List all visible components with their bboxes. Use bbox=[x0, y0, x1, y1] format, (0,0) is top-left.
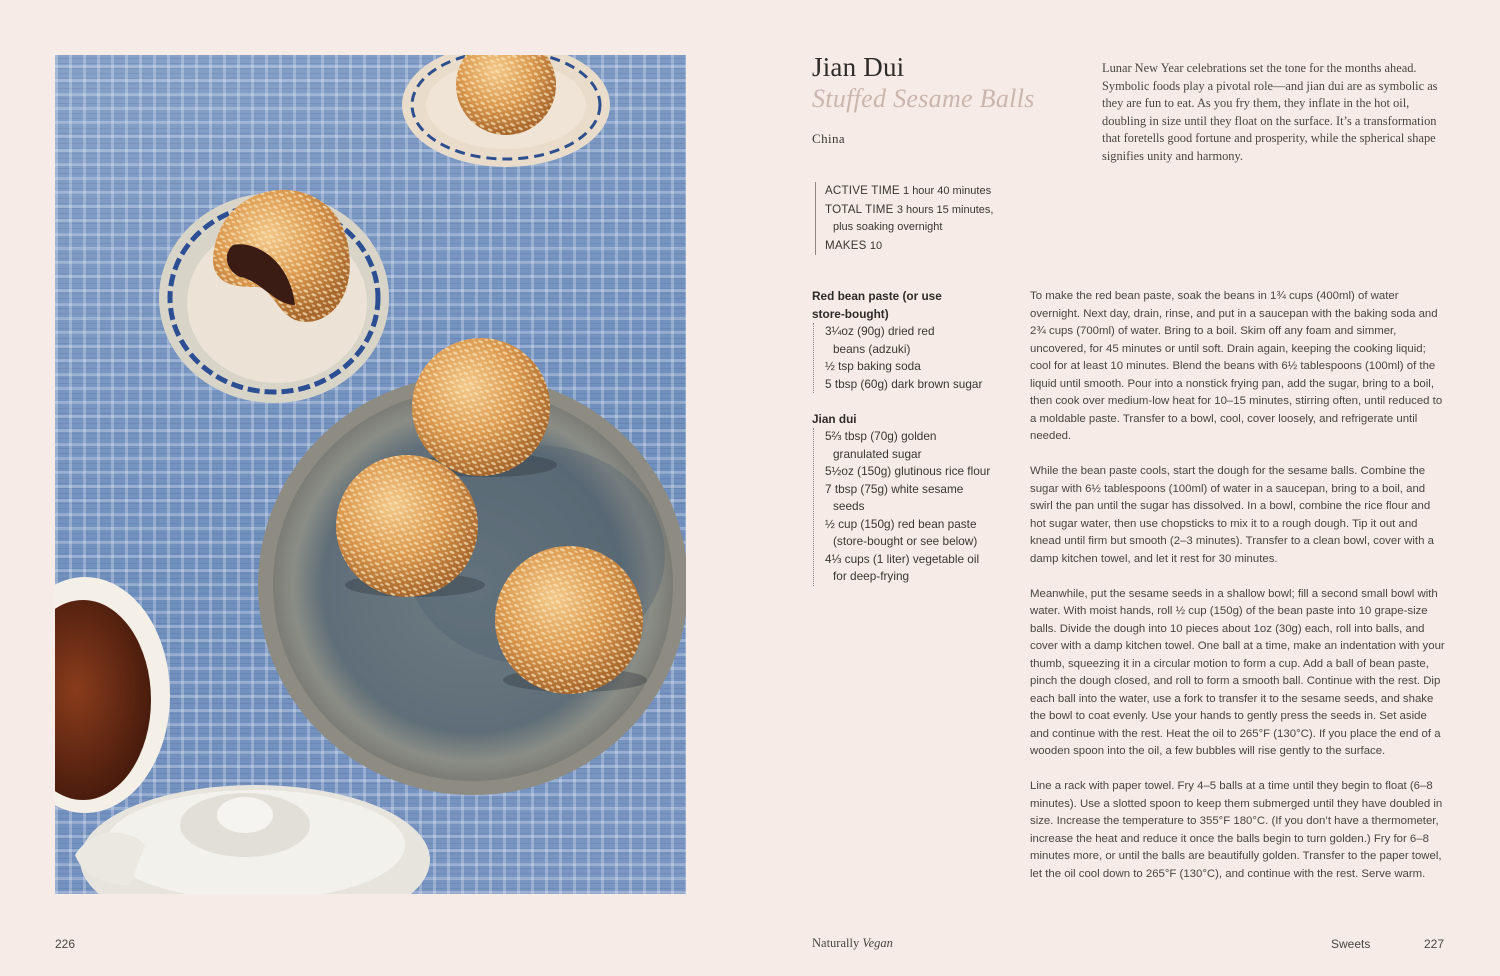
makes-label: MAKES bbox=[825, 238, 867, 252]
method-paragraph: Meanwhile, put the sesame seeds in a shallow bowl; fill a second small bowl with water. With moist hands, roll ½ cup (150g) of the bean paste into 10 grape-size balls. Divide the dough into 10 pieces about 1oz (30g) each, roll into balls, and cover with a damp kitchen towel. One ball at a time, make an indentation with your thumb, squeezing it in a circular motion to form a cup. Add a ball of bean paste, pinch the dough closed, and roll to form a smooth ball. Continue with the rest. Dip each ball into the water, use a fork to transfer it to the sesame seeds, and shake the bowl to coat evenly. Use your hands to gently press the seeds in. Set aside and continue with the rest. Heat the oil to 265°F (130°C). If you place the end of a wooden spoon into the oil, a few bubbles will rise gently to the surface. bbox=[1030, 587, 1445, 757]
method-paragraph: Line a rack with paper towel. Fry 4–5 balls at a time until they begin to float (6–8 minutes). Use a slotted spoon to keep them submerged until they have doubled in size. Increase the temperature to 355°F 180°C. (If you don’t have a thermometer, increase the heat and reduce it once the balls begin to turn golden.) Fry for 6–8 minutes more, or until the balls are beautifully golden. Transfer to the paper towel, let the oil cool down to 265°F (130°C), and continue with the rest. Serve warm. bbox=[1030, 780, 1443, 880]
ingredient-text: 5⅔ tbsp (70g) golden bbox=[825, 429, 937, 443]
ingredient-item bbox=[825, 463, 1017, 481]
ingredient-group-heading: Red bean paste (or use bbox=[812, 289, 942, 303]
food-photo bbox=[55, 55, 686, 894]
ingredient-group-red-bean bbox=[812, 288, 1017, 393]
ingredient-item bbox=[825, 358, 1017, 376]
recipe-intro bbox=[1102, 60, 1447, 165]
active-time-row bbox=[825, 182, 993, 201]
ingredient-text: 7 tbsp (75g) white sesame bbox=[825, 481, 964, 496]
ingredient-list bbox=[813, 428, 1017, 586]
ingredient-item bbox=[825, 323, 1017, 358]
ingredient-text: 3¼oz (90g) dried red bbox=[825, 324, 935, 338]
sesame-balls-illustration bbox=[55, 55, 686, 894]
section-name: Sweets bbox=[1331, 937, 1371, 951]
ingredient-item bbox=[825, 516, 1017, 551]
left-page-number: 226 bbox=[55, 937, 76, 951]
total-time-value: 3 hours 15 minutes, bbox=[896, 203, 994, 216]
ingredient-text-cont: (store-bought or see below) bbox=[833, 534, 978, 548]
makes-value: 10 bbox=[869, 239, 883, 252]
ingredient-text: 4⅓ cups (1 liter) vegetable oil bbox=[825, 551, 980, 566]
tea-cup bbox=[55, 577, 170, 813]
ingredient-group-jian-dui bbox=[812, 411, 1017, 586]
book-title-plain: Naturally bbox=[812, 936, 863, 950]
ingredient-item bbox=[825, 376, 1017, 394]
ingredient-text-cont: beans (adzuki) bbox=[833, 341, 911, 356]
bitten-ball-saucer bbox=[159, 190, 389, 403]
book-title-italic: Vegan bbox=[862, 936, 893, 950]
total-time-note: plus soaking overnight bbox=[833, 221, 943, 233]
right-page-number: 227 bbox=[1424, 937, 1445, 951]
ingredient-item bbox=[825, 481, 1017, 516]
teapot bbox=[75, 785, 430, 894]
ingredient-text-cont: seeds bbox=[833, 499, 865, 513]
active-time-value: 1 hour 40 minutes bbox=[903, 185, 992, 197]
method-paragraph: While the bean paste cools, start the dough for the sesame balls. Combine the sugar with 6½ tablespoons (100ml) of water in a saucepan, bring to a boil, and swirl the pan until the sugar has dissolved. In a bowl, combine the rice flour and hot sugar water, then use chopsticks to mix it to a rough dough. Tip it out and knead until firm but smooth (2–3 minutes). Transfer to a clean bowl, cover with a damp kitchen towel, and let it rest for 30 minutes. bbox=[1030, 465, 1434, 565]
ingredient-group-heading-cont: store-bought) bbox=[812, 306, 889, 321]
ingredient-text: 5½oz (150g) glutinous rice flour bbox=[825, 464, 991, 478]
total-time-label: TOTAL TIME bbox=[825, 202, 894, 216]
ingredient-text: ½ tsp baking soda bbox=[825, 359, 921, 373]
running-book-title bbox=[812, 936, 893, 951]
recipe-times bbox=[815, 182, 993, 255]
ingredients bbox=[812, 288, 1017, 603]
method-steps bbox=[1030, 288, 1446, 901]
intro-text: Lunar New Year celebrations set the tone for the months ahead. Symbolic foods play a pivotal role—and jian dui are as symbolic as they are fun to eat. As you fry them, they inflate in the hot oil, doubling in size until they float on the surface. It’s a transformation that foretells good fortune and prosperity, while the spherical shape signifies unity and harmony. bbox=[1102, 61, 1438, 163]
recipe-subtitle: Stuffed Sesame Balls bbox=[812, 84, 1035, 113]
ingredient-group-heading: Jian dui bbox=[812, 411, 857, 426]
ingredient-text: ½ cup (150g) red bean paste bbox=[825, 516, 977, 531]
ingredient-text: 5 tbsp (60g) dark brown sugar bbox=[825, 376, 983, 391]
ingredient-text-cont: for deep-frying bbox=[833, 569, 910, 583]
ingredient-list bbox=[813, 323, 1017, 393]
recipe-origin: China bbox=[812, 131, 846, 146]
active-time-label: ACTIVE TIME bbox=[825, 184, 900, 197]
makes-row bbox=[825, 237, 993, 256]
ingredient-item bbox=[825, 428, 1017, 463]
ingredient-item bbox=[825, 551, 1017, 586]
ingredient-text-cont: granulated sugar bbox=[833, 446, 922, 461]
total-time-row bbox=[825, 201, 993, 220]
recipe-title: Jian Dui bbox=[812, 52, 905, 82]
method-paragraph: To make the red bean paste, soak the beans in 1¾ cups (400ml) of water overnight. Next day, drain, rinse, and put in a saucepan with the baking soda and 2¾ cups (700ml) of water. Bring to a boil. Skim off any foam and simmer, uncovered, for 45 minutes or until soft. Drain again, keeping the cooking liquid; cool for at least 10 minutes. Blend the beans with 6½ tablespoons (100ml) of the liquid until smooth. Pour into a nonstick frying pan, add the sugar, bring to a boil, then cook over medium-low heat for 10–15 minutes, stirring often, until reduced to a moldable paste. Transfer to a bowl, cool, cover loosely, and refrigerate until needed. bbox=[1030, 290, 1443, 442]
top-saucer bbox=[402, 55, 610, 167]
